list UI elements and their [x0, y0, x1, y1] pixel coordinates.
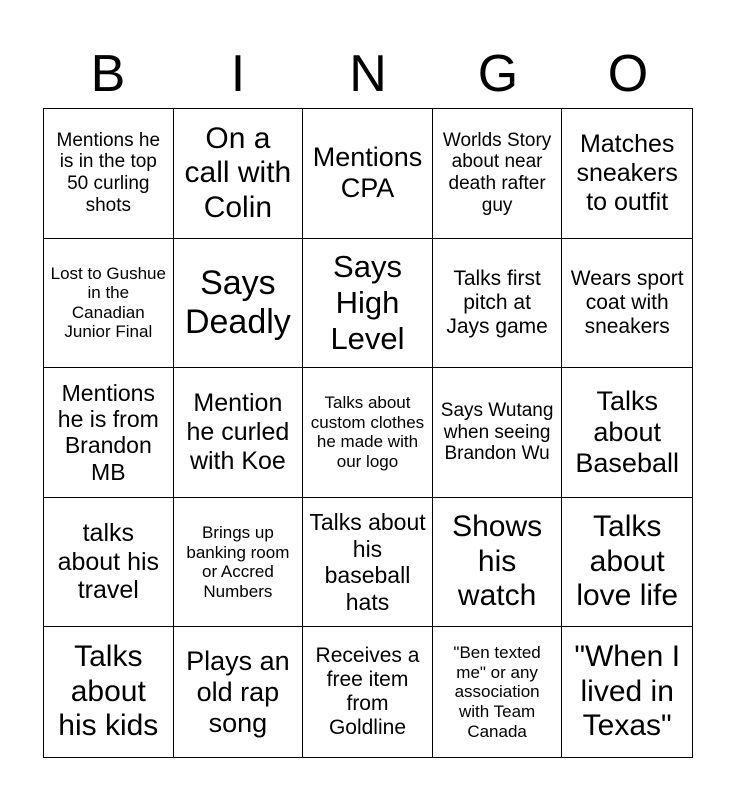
header-letter-n: N [349, 45, 387, 103]
bingo-cell[interactable]: "When I lived in Texas" [574, 640, 681, 743]
bingo-cell[interactable]: Matches sneakers to outfit [562, 109, 692, 239]
bingo-cell[interactable]: Talks about his kids [44, 627, 174, 757]
bingo-cell[interactable]: Mentions he is in the top 50 curling shots [44, 109, 174, 239]
bingo-cell[interactable]: Talks about Baseball [562, 368, 692, 498]
header-letter-b: B [90, 45, 126, 103]
bingo-cell[interactable]: "Ben texted me" or any association with Team Canada [433, 627, 563, 757]
bingo-cell[interactable]: Talks first pitch at Jays game [433, 239, 563, 369]
bingo-cell[interactable]: Says High Level [303, 239, 433, 369]
bingo-cell[interactable]: Lost to Gushue in the Canadian Junior Final [44, 239, 174, 369]
bingo-cell[interactable]: talks about his travel [44, 498, 174, 628]
bingo-grid [43, 108, 693, 758]
bingo-cell[interactable]: Worlds Story about near death rafter guy [433, 109, 563, 239]
bingo-cell[interactable]: Plays an old rap song [174, 627, 304, 757]
header-letter-o: O [607, 45, 649, 103]
bingo-cell[interactable]: On a call with Colin [174, 109, 304, 239]
bingo-cell[interactable]: Talks about his baseball hats [303, 498, 433, 628]
bingo-cell[interactable]: Mention he curled with Koe [174, 368, 304, 498]
bingo-cell[interactable]: Wears sport coat with sneakers [562, 239, 692, 369]
bingo-cell[interactable]: Receives a free item from Goldline [303, 627, 433, 757]
bingo-cell[interactable]: Mentions he is from Brandon MB [44, 368, 174, 498]
bingo-cell[interactable]: Mentions CPA [303, 109, 433, 239]
bingo-cell[interactable]: Says Wutang when seeing Brandon Wu [433, 368, 563, 498]
bingo-header [43, 40, 693, 108]
bingo-cell[interactable]: Talks about custom clothes he made with our logo [303, 368, 433, 498]
header-letter-i: I [230, 45, 246, 103]
bingo-cell[interactable]: Talks about love life [562, 498, 692, 628]
bingo-cell[interactable]: Brings up banking room or Accred Numbers [174, 498, 304, 628]
bingo-cell[interactable]: Shows his watch [433, 498, 563, 628]
header-letter-g: G [477, 45, 519, 103]
bingo-cell[interactable]: Says Deadly [174, 239, 304, 369]
